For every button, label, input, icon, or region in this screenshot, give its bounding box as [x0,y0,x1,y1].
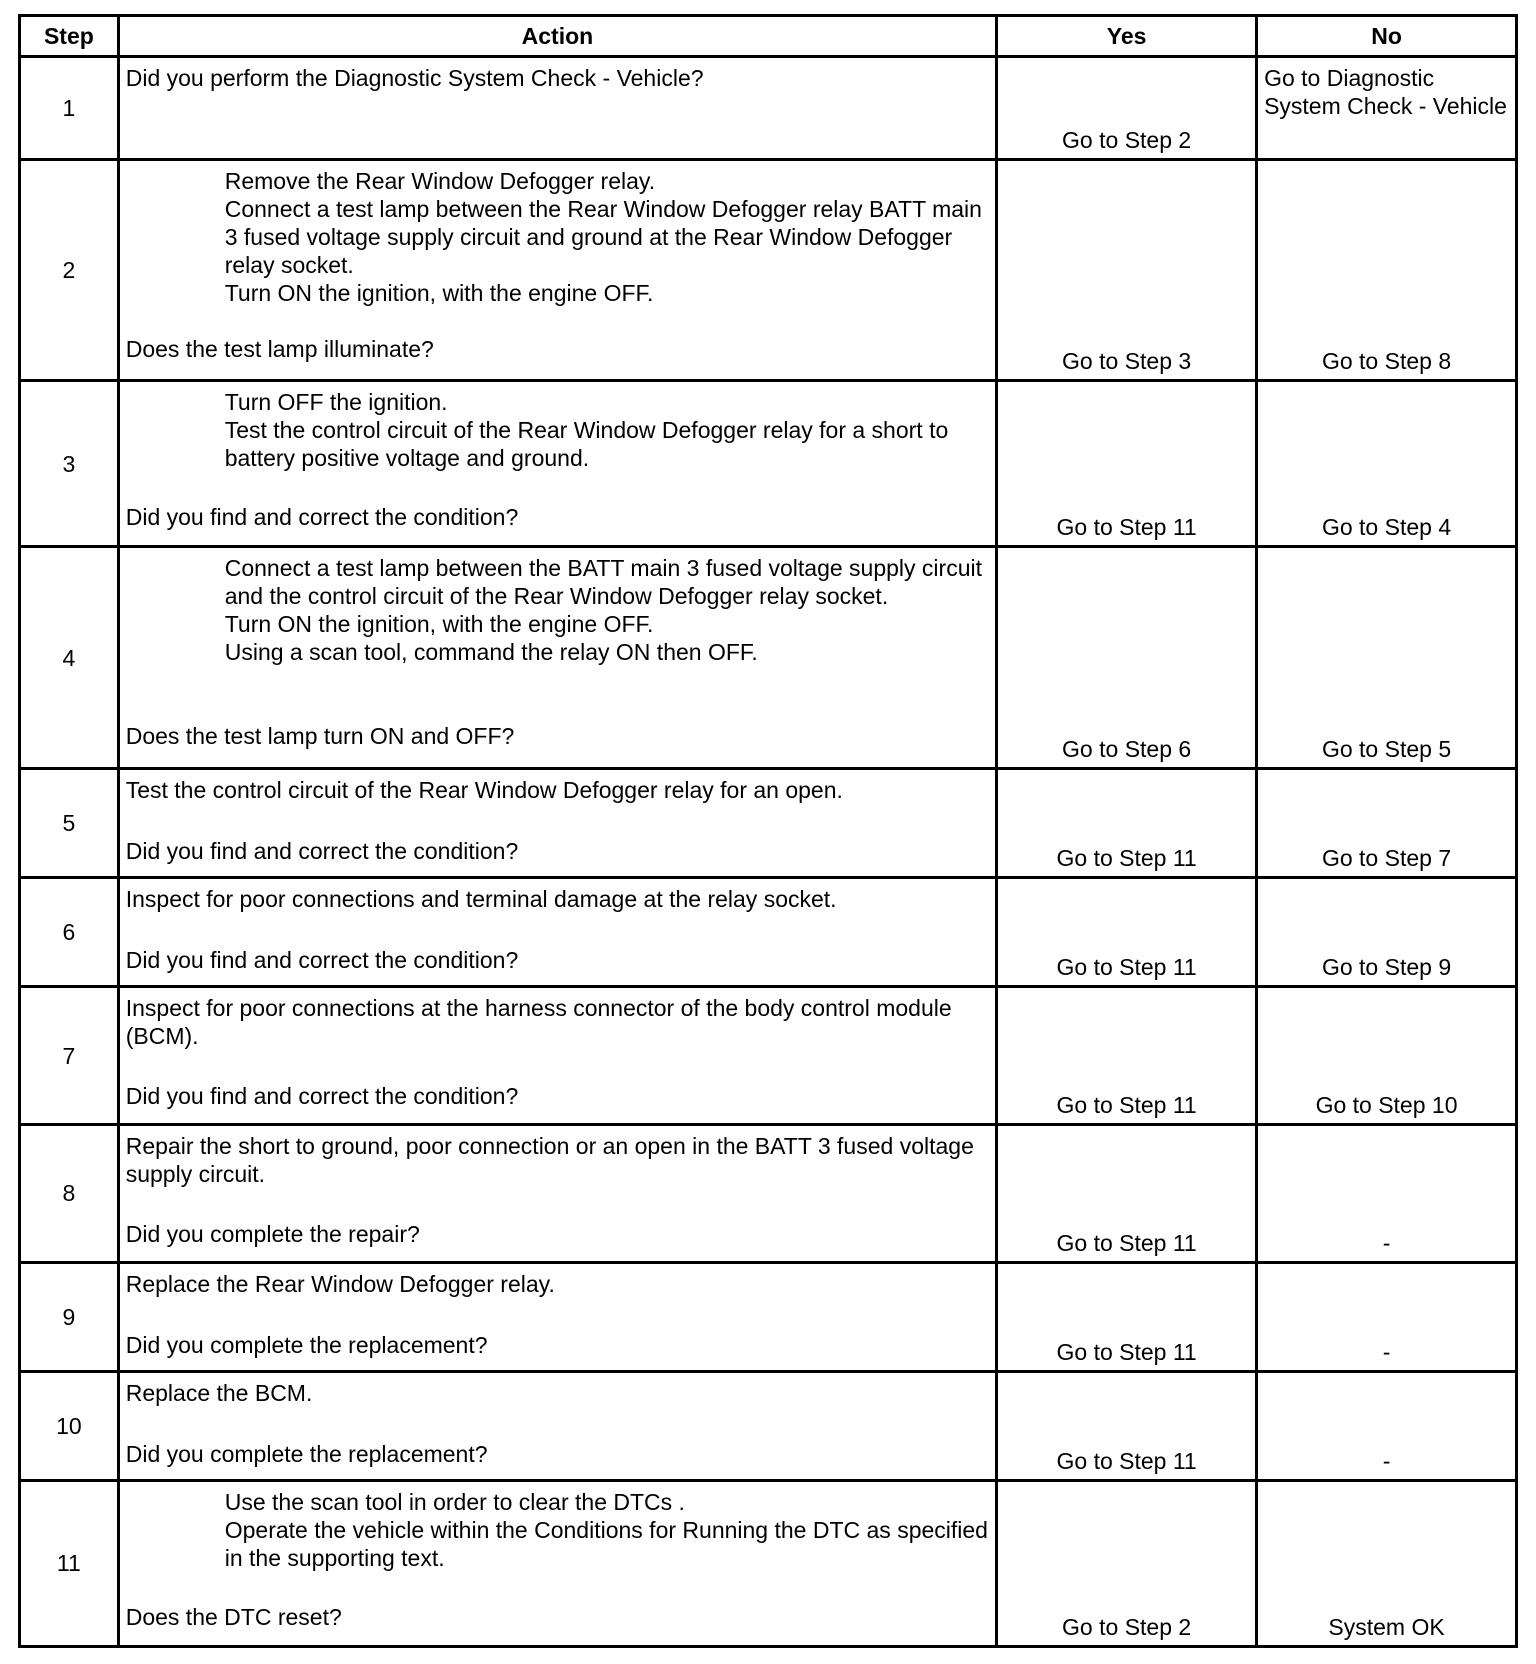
instruction-list [126,167,989,307]
table-row [20,159,1517,381]
header-yes: Yes [997,16,1257,57]
header-no: No [1257,16,1517,57]
action-body [126,1379,989,1407]
table-row [20,1262,1517,1371]
header-action: Action [118,16,996,57]
action-body [126,1132,989,1188]
action-content [126,1379,989,1468]
instruction-list [126,1488,989,1572]
action-cell [118,381,996,547]
header-step: Step [20,16,119,57]
table-row [20,878,1517,987]
no-result: - [1257,1262,1517,1371]
table-header-row [20,16,1517,57]
instruction-item: Use the scan tool in order to clear the DTCs . [224,1488,685,1515]
table-body [20,57,1517,1647]
action-content [126,388,989,531]
no-result: System OK [1257,1480,1517,1646]
instruction-item: Connect a test lamp between the BATT main 3 fused voltage supply circuit and the control circuit of the Rear Window Defogger relay socket. [224,555,982,610]
table-row [20,381,1517,547]
action-text: Replace the Rear Window Defogger relay. [125,1270,555,1297]
action-body [126,1488,989,1572]
action-text: Inspect for poor connections and terminal damage at the relay socket. [125,886,837,913]
no-result: Go to Diagnostic System Check - Vehicle [1257,57,1517,160]
step-number: 11 [20,1480,119,1646]
table-row [20,1124,1517,1262]
yes-result: Go to Step 11 [997,768,1257,877]
table-row [20,1371,1517,1480]
no-result: Go to Step 5 [1257,547,1517,769]
instruction-list [126,554,989,666]
table-row [20,987,1517,1125]
action-text: Repair the short to ground, poor connection or an open in the BATT 3 fused voltage supply circuit. [125,1132,974,1187]
action-body [126,1270,989,1298]
action-content [126,1488,989,1631]
table-row [20,768,1517,877]
action-cell [118,1124,996,1262]
action-cell [118,878,996,987]
table-row [20,57,1517,160]
table-row [20,1480,1517,1646]
action-cell [118,57,996,160]
action-cell [118,547,996,769]
instruction-item: Turn OFF the ignition. [224,389,448,416]
action-body [126,388,989,472]
action-cell [118,987,996,1125]
action-question: Did you find and correct the condition? [125,1083,519,1110]
action-text: Inspect for poor connections at the harness connector of the body control module (BCM). [125,995,952,1050]
action-question: Did you find and correct the condition? [125,947,519,974]
yes-result: Go to Step 11 [997,1371,1257,1480]
no-result: Go to Step 9 [1257,878,1517,987]
instruction-item: Turn ON the ignition, with the engine OFF. [224,279,654,306]
action-body [126,994,989,1050]
yes-result: Go to Step 2 [997,57,1257,160]
action-cell [118,1480,996,1646]
action-content [126,167,989,363]
action-question: Does the test lamp illuminate? [125,335,434,362]
action-question: Did you complete the repair? [125,1220,420,1247]
step-number: 9 [20,1262,119,1371]
action-question: Did you complete the replacement? [125,1440,488,1467]
action-body [126,776,989,804]
no-result: Go to Step 7 [1257,768,1517,877]
instruction-item: Operate the vehicle within the Conditions for Running the DTC as specified in the supporting text. [224,1516,988,1571]
action-text: Did you perform the Diagnostic System Check - Vehicle? [125,65,704,91]
yes-result: Go to Step 11 [997,1262,1257,1371]
step-number: 2 [20,159,119,381]
instruction-item: Turn ON the ignition, with the engine OFF. [224,611,654,638]
no-result: - [1257,1124,1517,1262]
action-question: Did you complete the replacement? [125,1331,488,1358]
step-number: 5 [20,768,119,877]
action-body [126,64,989,92]
step-number: 1 [20,57,119,160]
diagnostic-table [18,14,1518,1648]
action-question: Does the DTC reset? [125,1603,342,1630]
action-text: Replace the BCM. [125,1379,313,1406]
action-content [126,1270,989,1359]
action-cell [118,159,996,381]
action-text: Test the control circuit of the Rear Window Defogger relay for an open. [125,776,843,803]
action-question: Does the test lamp turn ON and OFF? [125,723,515,750]
action-question: Did you find and correct the condition? [125,837,519,864]
diagnostic-page [18,14,1518,1648]
instruction-item: Test the control circuit of the Rear Window Defogger relay for a short to battery positive voltage and ground. [224,417,949,472]
no-result: Go to Step 4 [1257,381,1517,547]
no-result: - [1257,1371,1517,1480]
yes-result: Go to Step 2 [997,1480,1257,1646]
action-cell [118,1371,996,1480]
action-content [126,554,989,750]
action-body [126,885,989,913]
step-number: 3 [20,381,119,547]
action-cell [118,1262,996,1371]
step-number: 10 [20,1371,119,1480]
instruction-item: Connect a test lamp between the Rear Window Defogger relay BATT main 3 fused voltage supply circuit and ground at the Rear Window Defogger relay socket. [224,195,982,278]
yes-result: Go to Step 3 [997,159,1257,381]
action-body [126,167,989,307]
no-result: Go to Step 8 [1257,159,1517,381]
instruction-item: Using a scan tool, command the relay ON then OFF. [224,639,758,666]
action-body [126,554,989,666]
no-result: Go to Step 10 [1257,987,1517,1125]
action-content [126,64,989,147]
action-content [126,776,989,865]
action-question: Did you find and correct the condition? [125,504,519,531]
yes-result: Go to Step 11 [997,878,1257,987]
yes-result: Go to Step 11 [997,987,1257,1125]
step-number: 4 [20,547,119,769]
action-content [126,885,989,974]
step-number: 7 [20,987,119,1125]
step-number: 8 [20,1124,119,1262]
yes-result: Go to Step 11 [997,381,1257,547]
action-content [126,994,989,1110]
yes-result: Go to Step 6 [997,547,1257,769]
action-cell [118,768,996,877]
yes-result: Go to Step 11 [997,1124,1257,1262]
table-row [20,547,1517,769]
action-content [126,1132,989,1248]
step-number: 6 [20,878,119,987]
instruction-item: Remove the Rear Window Defogger relay. [224,167,656,194]
instruction-list [126,388,989,472]
